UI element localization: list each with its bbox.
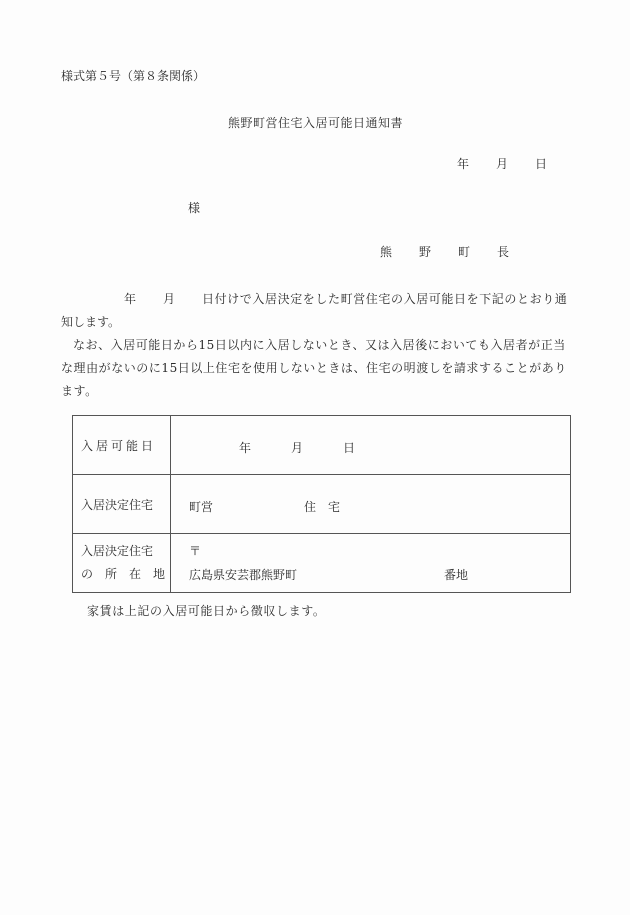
document-title: 熊野町営住宅入居可能日通知書	[228, 116, 404, 130]
move-in-date-day: 日	[343, 441, 356, 455]
housing-prefix: 町営	[189, 500, 214, 514]
paragraph-1-line-1: 日付けで入居決定をした町営住宅の入居可能日を下記のとおり通	[202, 292, 568, 306]
value-housing-address	[171, 534, 571, 593]
sender-char-4: 長	[497, 245, 510, 259]
paragraph-2-text: なお、入居可能日から15日以内に入居しないとき、又は入居後においても入居者が正当な理由がないのに15日以上住宅を使用しないときは、住宅の明渡しを請求することがあります。	[61, 338, 567, 398]
label-assigned-housing: 入居決定住宅	[73, 475, 171, 534]
move-in-date-month: 月	[291, 441, 304, 455]
address-prefix: 広島県安芸郡熊野町	[189, 568, 298, 582]
sender-char-1: 熊	[380, 245, 393, 259]
issue-date-year: 年	[457, 157, 470, 171]
paragraph-1-line-2: 知します。	[61, 315, 121, 329]
label-move-in-date: 入居可能日	[73, 416, 171, 475]
move-in-date-year: 年	[239, 441, 252, 455]
postal-mark: 〒	[189, 544, 202, 558]
value-move-in-date	[171, 416, 571, 475]
notice-paragraph-1	[61, 288, 575, 334]
sender-char-3: 町	[458, 245, 471, 259]
issue-date-day: 日	[535, 157, 548, 171]
table-row-assigned-housing	[73, 475, 571, 534]
housing-suffix: 住 宅	[304, 500, 341, 514]
issue-date-month: 月	[496, 157, 509, 171]
decision-date-month: 月	[163, 292, 176, 306]
notice-details-table	[72, 415, 571, 593]
sender-char-2: 野	[419, 245, 432, 259]
decision-date-year: 年	[124, 292, 137, 306]
value-assigned-housing	[171, 475, 571, 534]
addressee-suffix: 様	[188, 201, 201, 215]
table-row-move-in-date	[73, 416, 571, 475]
table-row-housing-address	[73, 534, 571, 593]
rent-collection-note: 家賃は上記の入居可能日から徴収します。	[87, 604, 326, 618]
label-housing-address: 入居決定住宅 の 所 在 地	[73, 534, 171, 593]
form-number: 様式第５号（第８条関係）	[61, 69, 206, 83]
notice-paragraph-2	[61, 334, 575, 403]
address-suffix: 番地	[444, 568, 469, 582]
